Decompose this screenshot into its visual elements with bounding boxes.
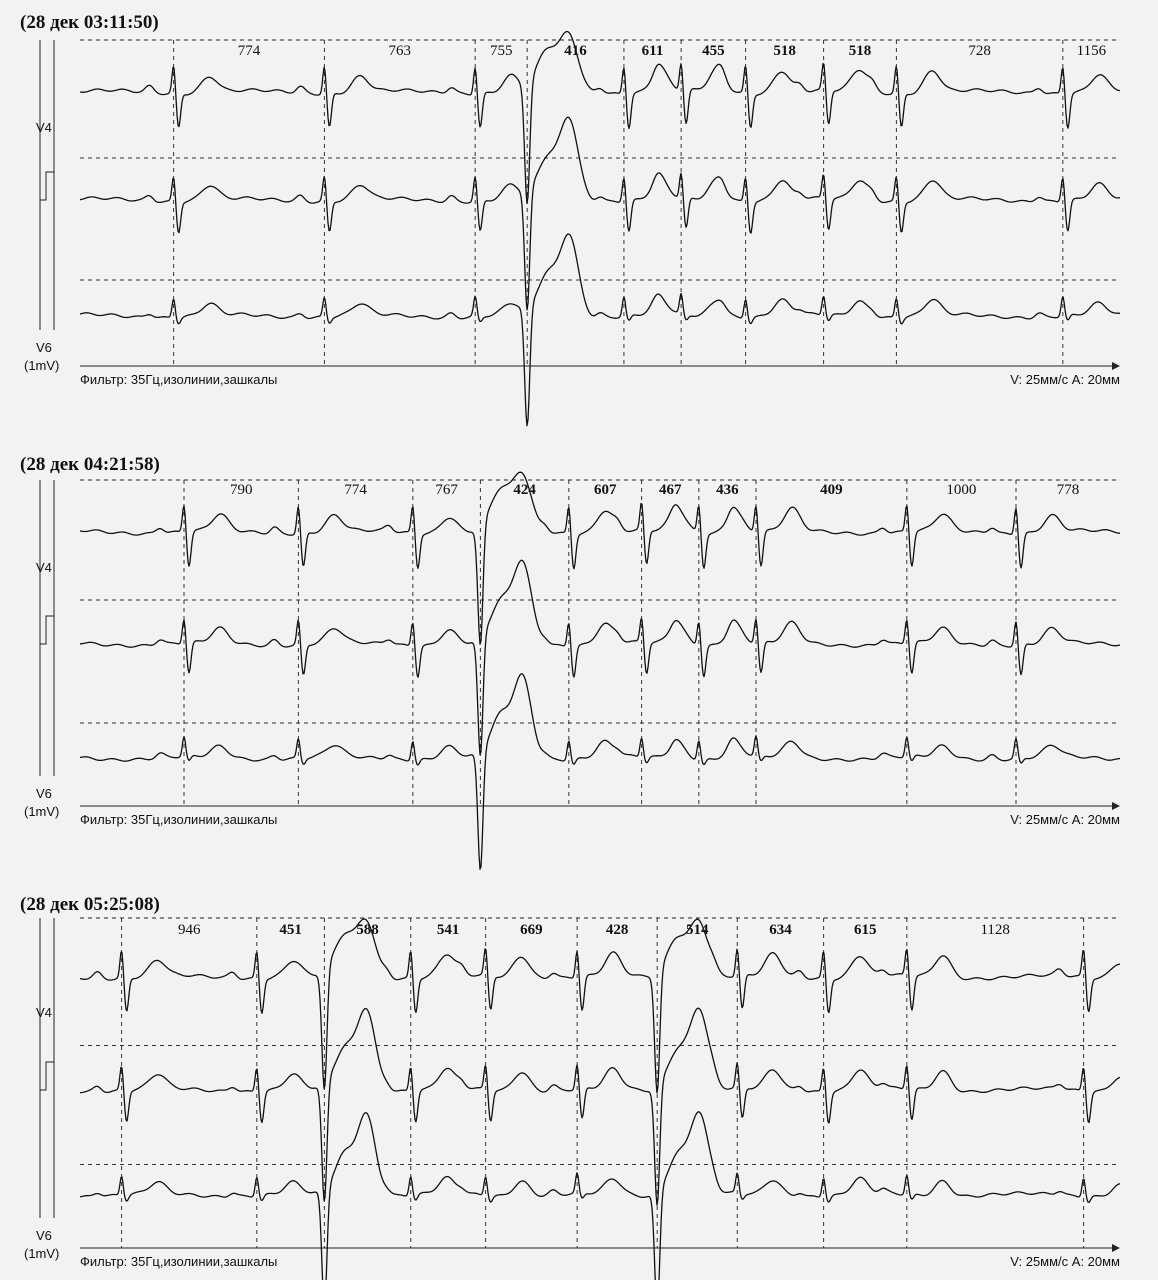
time-axis-arrow — [1112, 802, 1120, 810]
ecg-trace-channel-3 — [80, 234, 1120, 426]
rr-interval-label: 790 — [229, 482, 253, 498]
rr-interval-label: 541 — [436, 922, 460, 938]
ecg-trace-channel-2 — [80, 117, 1120, 310]
panel-title: (28 дек 03:11:50) — [20, 12, 159, 33]
lead-label-top: V4 — [36, 1005, 52, 1020]
rr-interval-label: 416 — [564, 43, 587, 59]
time-axis-arrow — [1112, 362, 1120, 370]
rr-interval-label: 467 — [658, 482, 682, 498]
lead-label-bottom: V6 — [36, 340, 52, 355]
scale-label: V: 25мм/с A: 20мм — [1010, 1254, 1120, 1269]
calibration-label: (1mV) — [24, 358, 60, 373]
rr-interval-label: 774 — [344, 482, 367, 498]
rr-interval-label: 728 — [968, 43, 991, 59]
calibration-label: (1mV) — [24, 804, 60, 819]
rr-interval-label: 518 — [848, 43, 872, 59]
rr-interval-label: 611 — [641, 43, 664, 59]
rr-interval-label: 451 — [279, 922, 302, 938]
scale-label: V: 25мм/с A: 20мм — [1010, 812, 1120, 827]
calibration-label: (1mV) — [24, 1246, 60, 1261]
ecg-panel-3 — [20, 894, 1120, 1280]
panel-title: (28 дек 05:25:08) — [20, 894, 160, 915]
rr-interval-label: 607 — [593, 482, 617, 498]
rr-interval-label: 946 — [177, 922, 201, 938]
rr-interval-label: 755 — [489, 43, 513, 59]
ecg-panel-2 — [20, 454, 1120, 869]
rr-interval-label: 634 — [769, 922, 792, 938]
rr-interval-label: 518 — [773, 43, 796, 59]
lead-label-bottom: V6 — [36, 1228, 52, 1243]
lead-label-top: V4 — [36, 120, 52, 135]
rr-interval-label: 424 — [513, 482, 536, 498]
rr-interval-label: 436 — [716, 482, 739, 498]
calibration-pulse — [40, 616, 54, 644]
rr-interval-label: 1128 — [980, 922, 1010, 938]
panel-title: (28 дек 04:21:58) — [20, 454, 160, 475]
rr-interval-label: 763 — [388, 43, 412, 59]
rr-interval-label: 1000 — [946, 482, 977, 498]
rr-interval-label: 455 — [702, 43, 725, 59]
ecg-panel-1 — [20, 12, 1120, 426]
ecg-trace-channel-2 — [80, 1008, 1120, 1205]
scale-label: V: 25мм/с A: 20мм — [1010, 372, 1120, 387]
rr-interval-label: 767 — [435, 482, 458, 498]
ecg-trace-channel-1 — [80, 919, 1120, 1093]
rr-interval-label: 428 — [605, 922, 629, 938]
calibration-pulse — [40, 172, 54, 200]
rr-interval-label: 778 — [1056, 482, 1080, 498]
rr-interval-label: 514 — [685, 922, 709, 938]
time-axis-arrow — [1112, 1244, 1120, 1252]
ecg-trace-channel-1 — [80, 32, 1120, 204]
rr-interval-label: 1156 — [1076, 43, 1107, 59]
rr-interval-label: 588 — [356, 922, 379, 938]
ecg-trace-channel-3 — [80, 674, 1120, 869]
lead-label-top: V4 — [36, 560, 52, 575]
filter-label: Фильтр: 35Гц,изолинии,зашкалы — [80, 812, 278, 827]
ecg-trace-channel-2 — [80, 560, 1120, 754]
lead-label-bottom: V6 — [36, 786, 52, 801]
filter-label: Фильтр: 35Гц,изолинии,зашкалы — [80, 1254, 278, 1269]
filter-label: Фильтр: 35Гц,изолинии,зашкалы — [80, 372, 278, 387]
rr-interval-label: 669 — [520, 922, 543, 938]
rr-interval-label: 409 — [820, 482, 843, 498]
rr-interval-label: 615 — [853, 922, 877, 938]
rr-interval-label: 774 — [237, 43, 261, 59]
calibration-pulse — [40, 1062, 54, 1090]
